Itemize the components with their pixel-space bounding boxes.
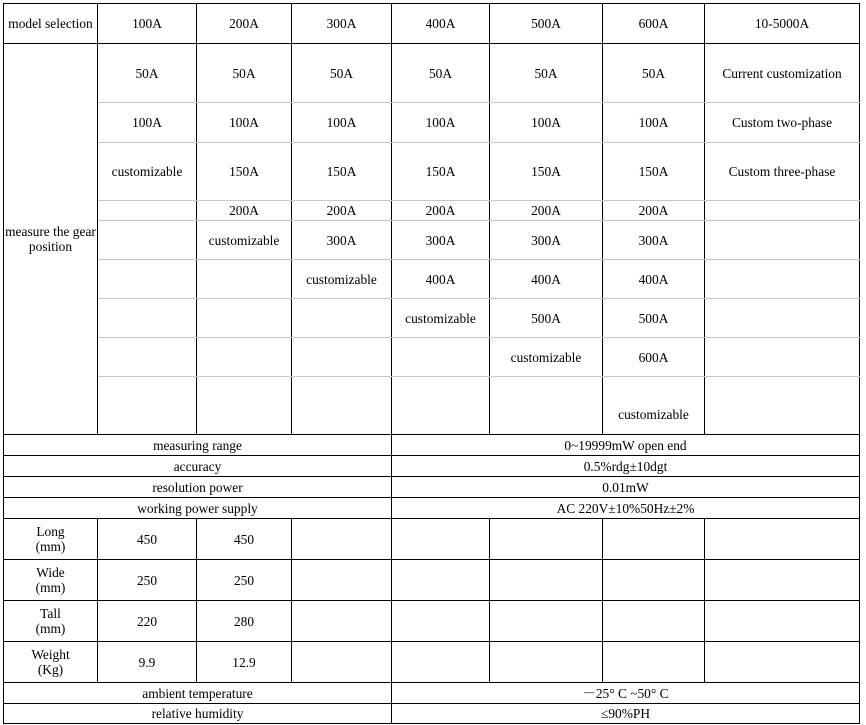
gear-cell — [292, 299, 392, 338]
gear-cell: customizable — [490, 338, 603, 377]
dimension-name: Wide — [36, 565, 65, 580]
dimension-row-weight — [4, 642, 860, 683]
gear-cell: 200A — [392, 201, 490, 221]
gear-row — [4, 260, 860, 299]
gear-cell: 150A — [292, 143, 392, 201]
gear-cell: 500A — [490, 299, 603, 338]
gear-cell — [392, 338, 490, 377]
gear-cell: customizable — [392, 299, 490, 338]
gear-cell: 100A — [197, 103, 292, 143]
gear-row — [4, 201, 860, 221]
gear-cell: 150A — [197, 143, 292, 201]
gear-cell: 600A — [603, 338, 705, 377]
dimension-name: Long — [36, 524, 65, 539]
gear-cell — [98, 377, 197, 435]
gear-cell: 200A — [197, 201, 292, 221]
dimension-value — [490, 560, 603, 601]
gear-cell — [98, 338, 197, 377]
humidity-value: ≤90%PH — [392, 704, 860, 724]
dimension-value — [292, 560, 392, 601]
dimension-label — [4, 560, 98, 601]
dimension-value: 280 — [197, 601, 292, 642]
gear-cell: 200A — [603, 201, 705, 221]
gear-row — [4, 44, 860, 103]
model-header: 100A — [98, 4, 197, 44]
model-header: 600A — [603, 4, 705, 44]
gear-row — [4, 377, 860, 435]
gear-cell: 150A — [490, 143, 603, 201]
dimension-value — [603, 642, 705, 683]
gear-cell: 400A — [392, 260, 490, 299]
model-selection-label: model selection — [4, 4, 98, 44]
gear-cell — [197, 377, 292, 435]
dimension-value — [490, 519, 603, 560]
dimension-name: Weight — [31, 647, 70, 662]
gear-cell — [705, 260, 860, 299]
spec-row-accuracy — [4, 456, 860, 477]
dimension-value — [392, 560, 490, 601]
dimension-value — [292, 642, 392, 683]
gear-cell: 100A — [603, 103, 705, 143]
temperature-label: ambient temperature — [4, 683, 392, 704]
gear-row — [4, 299, 860, 338]
spec-row-power-supply — [4, 498, 860, 519]
dimension-label — [4, 642, 98, 683]
gear-cell — [392, 377, 490, 435]
gear-cell — [98, 299, 197, 338]
dimension-value — [392, 519, 490, 560]
dimension-label — [4, 519, 98, 560]
gear-cell: customizable — [292, 260, 392, 299]
gear-row — [4, 143, 860, 201]
dimension-value: 250 — [98, 560, 197, 601]
gear-cell — [490, 377, 603, 435]
dimension-value — [705, 519, 860, 560]
gear-cell: Custom three-phase — [705, 143, 860, 201]
dimension-value: 9.9 — [98, 642, 197, 683]
spec-row-temperature — [4, 683, 860, 704]
gear-cell: 100A — [292, 103, 392, 143]
power-supply-label: working power supply — [4, 498, 392, 519]
dimension-value: 220 — [98, 601, 197, 642]
resolution-label: resolution power — [4, 477, 392, 498]
gear-cell: 200A — [292, 201, 392, 221]
gear-cell: 400A — [603, 260, 705, 299]
gear-cell — [705, 221, 860, 260]
measuring-range-label: measuring range — [4, 435, 392, 456]
gear-cell: customizable — [197, 221, 292, 260]
dimension-value — [705, 601, 860, 642]
gear-cell — [98, 201, 197, 221]
gear-cell: 50A — [603, 44, 705, 103]
spec-row-resolution — [4, 477, 860, 498]
dimension-value — [292, 519, 392, 560]
gear-cell: customizable — [603, 377, 705, 435]
gear-row — [4, 221, 860, 260]
model-header: 400A — [392, 4, 490, 44]
dimension-value: 450 — [197, 519, 292, 560]
dimension-name: Tall — [40, 606, 61, 621]
gear-cell: 300A — [292, 221, 392, 260]
gear-cell — [705, 201, 860, 221]
gear-cell: 50A — [197, 44, 292, 103]
dimension-value — [603, 560, 705, 601]
gear-row — [4, 338, 860, 377]
gear-cell — [197, 338, 292, 377]
gear-cell: 500A — [603, 299, 705, 338]
model-header: 500A — [490, 4, 603, 44]
dimension-row-long — [4, 519, 860, 560]
gear-cell: 300A — [490, 221, 603, 260]
dimension-unit: (mm) — [35, 621, 66, 636]
gear-cell: 300A — [603, 221, 705, 260]
model-header: 200A — [197, 4, 292, 44]
gear-cell: customizable — [98, 143, 197, 201]
spec-table — [3, 3, 860, 724]
gear-cell — [197, 299, 292, 338]
dimension-value — [603, 601, 705, 642]
gear-cell: 50A — [292, 44, 392, 103]
dimension-unit: (mm) — [35, 539, 66, 554]
gear-cell: 100A — [392, 103, 490, 143]
gear-cell — [98, 221, 197, 260]
gear-cell — [292, 338, 392, 377]
model-header: 10-5000A — [705, 4, 860, 44]
dimension-row-wide — [4, 560, 860, 601]
dimension-value — [490, 601, 603, 642]
dimension-unit: (mm) — [35, 580, 66, 595]
dimension-value: 250 — [197, 560, 292, 601]
gear-cell: 200A — [490, 201, 603, 221]
accuracy-label: accuracy — [4, 456, 392, 477]
dimension-unit: (Kg) — [37, 662, 64, 677]
dimension-value — [292, 601, 392, 642]
power-supply-value: AC 220V±10%50Hz±2% — [392, 498, 860, 519]
dimension-value — [705, 560, 860, 601]
gear-cell: 50A — [490, 44, 603, 103]
dimension-value — [705, 642, 860, 683]
gear-cell — [705, 299, 860, 338]
gear-cell: Custom two-phase — [705, 103, 860, 143]
accuracy-value: 0.5%rdg±10dgt — [392, 456, 860, 477]
dimension-value — [392, 601, 490, 642]
gear-cell: 400A — [490, 260, 603, 299]
resolution-value: 0.01mW — [392, 477, 860, 498]
gear-cell — [292, 377, 392, 435]
spec-row-measuring-range — [4, 435, 860, 456]
dimension-value — [392, 642, 490, 683]
gear-cell: 50A — [392, 44, 490, 103]
dimension-label — [4, 601, 98, 642]
dimension-value — [490, 642, 603, 683]
gear-cell — [98, 260, 197, 299]
measuring-range-value: 0~19999mW open end — [392, 435, 860, 456]
gear-cell: 100A — [490, 103, 603, 143]
dimension-row-tall — [4, 601, 860, 642]
gear-cell — [705, 377, 860, 435]
model-header: 300A — [292, 4, 392, 44]
dimension-value: 450 — [98, 519, 197, 560]
spec-row-humidity — [4, 704, 860, 724]
gear-row — [4, 103, 860, 143]
gear-position-label: measure the gear position — [4, 44, 98, 435]
gear-cell: 300A — [392, 221, 490, 260]
gear-cell: 150A — [603, 143, 705, 201]
dimension-value: 12.9 — [197, 642, 292, 683]
temperature-value: －25° C ~50° C — [392, 683, 860, 704]
gear-cell: 150A — [392, 143, 490, 201]
gear-cell: 50A — [98, 44, 197, 103]
dimension-value — [603, 519, 705, 560]
header-row — [4, 4, 860, 44]
gear-cell: 100A — [98, 103, 197, 143]
gear-cell: Current customization — [705, 44, 860, 103]
gear-cell — [705, 338, 860, 377]
humidity-label: relative humidity — [4, 704, 392, 724]
gear-cell — [197, 260, 292, 299]
